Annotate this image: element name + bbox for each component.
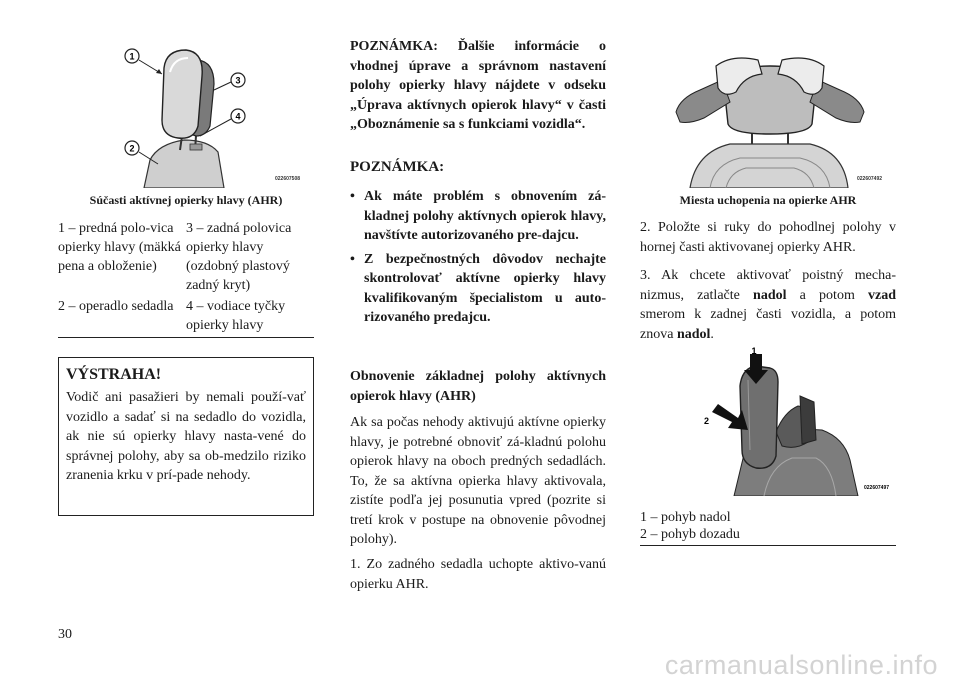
body-paragraph: Ak sa počas nehody aktivujú aktívne opierky hlavy, je potrebné obnoviť zá-kladnú polohu opierok hlavy na oboch predných sedadlách. To, že sa aktívna opierka hlavy aktivovala, zistíte podľa jej posunutia vpred (pozrite si tretí krok v postupe na obnovenie pôvodnej polohy). <box>350 415 606 547</box>
legend-item: 1 – pohyb nadol <box>640 510 731 525</box>
step-3 <box>640 266 896 344</box>
bullet-item: • Z bezpečnostných dôvodov nechajte skontrolovať aktívne opierky hlavy kvalifikovaným špecialistom u auto-rizovaného predajcu. <box>350 250 606 328</box>
emphasis-back: vzad <box>868 287 896 303</box>
callout-2-label: 2 <box>704 416 710 426</box>
legend-item: 2 – operadlo sedadla <box>58 299 174 314</box>
motion-legend <box>640 509 896 546</box>
figure-caption: Miesta uchopenia na opierke AHR <box>679 193 857 207</box>
callout-3-label: 3 <box>235 75 241 86</box>
bullet-item: • Ak máte problém s obnovením zá-kladnej polohy aktívnych opierok hlavy, navštívte autorizovaného pre-dajcu. <box>350 187 606 246</box>
legend-item: 3 – zadná polovica opierky hlavy (ozdobný plastový zadný kryt) <box>186 221 292 293</box>
legend-row <box>58 297 314 337</box>
figure-caption: Súčasti aktívnej opierky hlavy (AHR) <box>89 193 283 207</box>
motion-illustration <box>704 346 904 496</box>
note-text: Ďalšie informácie o vhodnej úprave a správnom nastavení polohy opierky hlavy nájdete v odseku „Úprava aktívnych opierok hlavy“ v časti „Oboznámenie sa s funkciami vozidla“. <box>350 39 606 132</box>
headrest-components-figure <box>58 40 314 188</box>
step-2: 2. Položte si ruky do pohodlnej polohy v hornej časti aktivovanej opierky AHR. <box>640 220 896 255</box>
figure-code: 022607497 <box>864 485 890 491</box>
headrest-components-illustration <box>58 40 314 188</box>
legend-item: 4 – vodiace tyčky opierky hlavy <box>186 299 286 333</box>
grip-points-figure <box>640 40 896 188</box>
legend-item: 1 – predná polo-vica opierky hlavy (mäkká pena a obloženie) <box>58 221 181 274</box>
step-1: 1. Zo zadného sedadla uchopte aktivo-vanú opierku AHR. <box>350 557 606 592</box>
watermark: carmanualsonline.info <box>664 650 938 680</box>
legend-table <box>58 219 314 338</box>
note-label: POZNÁMKA: <box>350 39 438 54</box>
section-title: Obnovenie základnej polohy aktívnych opierok hlavy (AHR) <box>350 369 606 404</box>
callout-2-label: 2 <box>129 143 135 154</box>
note-title: POZNÁMKA: <box>350 159 445 175</box>
note-bullets <box>350 187 606 332</box>
step-3-text: . <box>710 326 714 342</box>
step-3-text: 3. Ak chcete aktivovať poistný mecha-nizmus, zatlačte <box>640 268 896 303</box>
warning-box <box>58 357 314 516</box>
note-paragraph <box>350 37 606 135</box>
step-3-text: smerom k zadnej časti vozidla, a potom znova <box>640 307 896 342</box>
callout-2 <box>125 141 158 164</box>
figure-code: 022607508 <box>275 176 301 182</box>
emphasis-down: nadol <box>676 326 711 342</box>
page-number: 30 <box>58 627 72 642</box>
step-3-text: a potom <box>786 287 868 303</box>
callout-4-label: 4 <box>235 111 241 122</box>
callout-1-label: 1 <box>751 346 757 356</box>
grip-points-illustration <box>640 40 896 188</box>
legend-row <box>58 219 314 297</box>
callout-3 <box>214 73 245 90</box>
emphasis-down: nadol <box>753 287 787 303</box>
warning-title: VÝSTRAHA! <box>66 366 162 383</box>
callout-1-label: 1 <box>129 51 135 62</box>
warning-text: Vodič ani pasažieri by nemali použí-vať vozidlo a sadať si na sedadlo do vozidla, ak nie sú opierky hlavy nasta-vené do správnej polohy, aby sa ob-medzilo riziko zranenia krku v prí-pade nehody. <box>66 390 306 483</box>
callout-1 <box>125 49 162 74</box>
legend-item: 2 – pohyb dozadu <box>640 527 740 542</box>
motion-figure <box>704 346 904 496</box>
figure-code: 022607492 <box>857 176 883 182</box>
